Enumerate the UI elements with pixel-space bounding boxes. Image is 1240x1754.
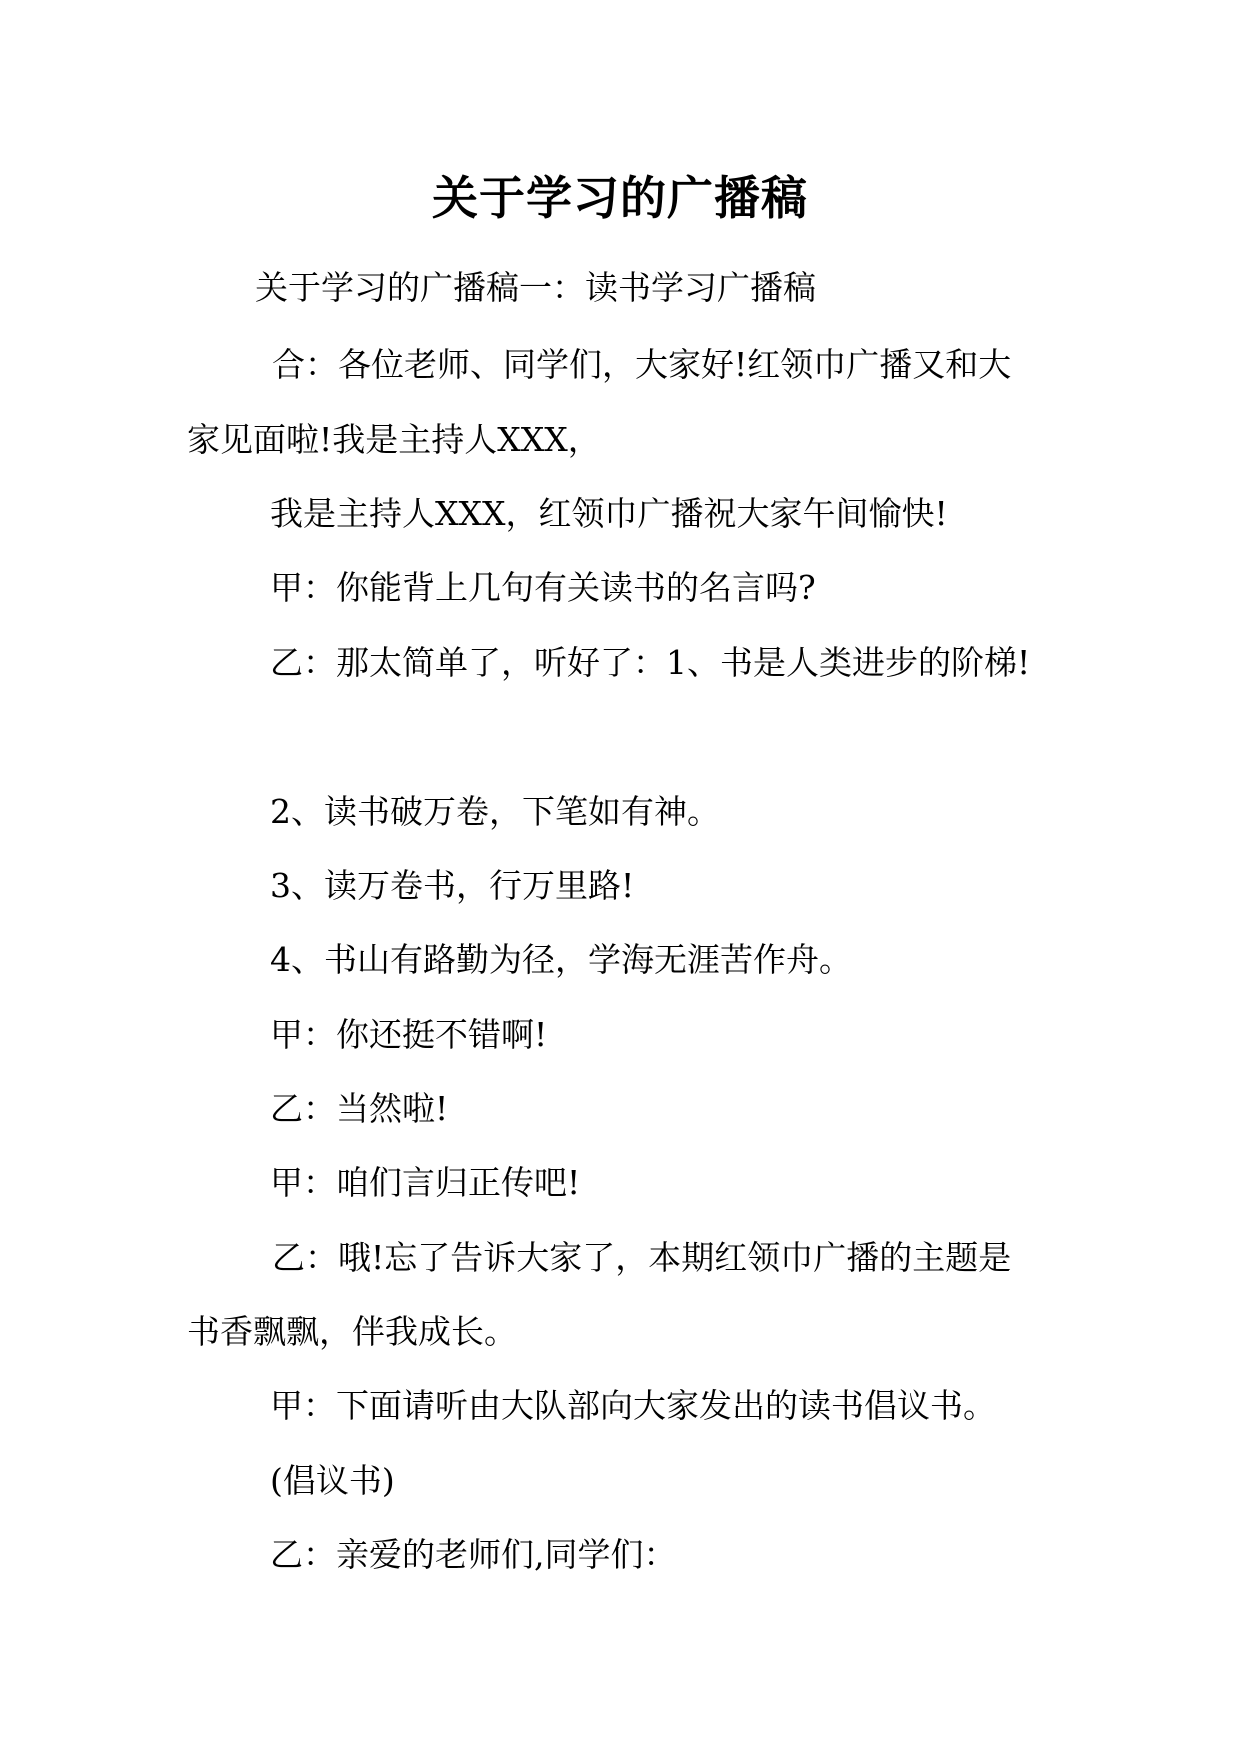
text-line: 2、读书破万卷，下笔如有神。 xyxy=(270,792,720,831)
document-title: 关于学习的广播稿 xyxy=(432,171,808,225)
text-line: 甲：下面请听由大队部向大家发出的读书倡议书。 xyxy=(270,1386,996,1425)
text-line: 甲：你能背上几句有关读书的名言吗? xyxy=(270,568,816,607)
text-line: 合：各位老师、同学们，大家好!红领巾广播又和大 xyxy=(272,345,1012,384)
text-line: 乙：亲爱的老师们,同学们： xyxy=(270,1535,677,1574)
text-line: 关于学习的广播稿一：读书学习广播稿 xyxy=(255,268,816,307)
text-line: (倡议书) xyxy=(270,1461,395,1500)
text-line: 3、读万卷书，行万里路! xyxy=(270,866,635,905)
text-line: 乙：哦!忘了告诉大家了，本期红领巾广播的主题是 xyxy=(272,1238,1012,1277)
text-line: 我是主持人XXX，红领巾广播祝大家午间愉快! xyxy=(270,494,948,533)
text-line: 4、书山有路勤为径，学海无涯苦作舟。 xyxy=(270,940,852,979)
text-line: 甲：咱们言归正传吧! xyxy=(270,1163,581,1202)
text-line: 书香飘飘，伴我成长。 xyxy=(187,1312,517,1351)
text-line: 乙：当然啦! xyxy=(270,1089,449,1128)
text-line: 乙：那太简单了，听好了：1、书是人类进步的阶梯! xyxy=(270,643,1031,682)
text-line: 甲：你还挺不错啊! xyxy=(270,1015,548,1054)
text-line: 家见面啦!我是主持人XXX， xyxy=(187,420,601,459)
